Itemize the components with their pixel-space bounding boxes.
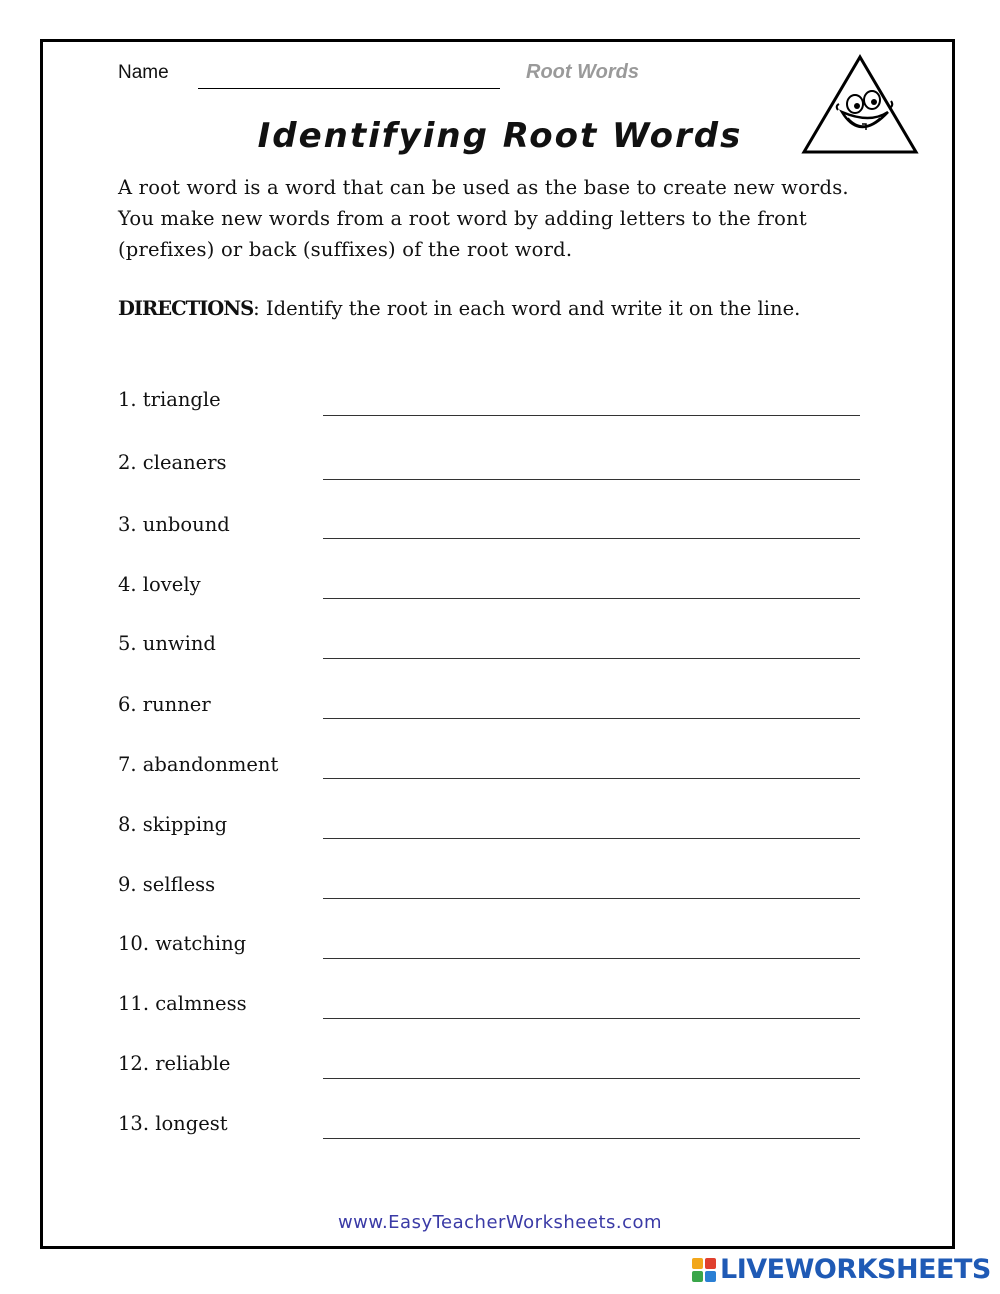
answer-line[interactable] [323,479,860,480]
answer-line[interactable] [323,598,860,599]
liveworksheets-logo-icon [692,1258,716,1282]
answer-line[interactable] [323,958,860,959]
word-item: 12. reliable [118,1052,231,1075]
name-label: Name [118,62,169,83]
page-title: Identifying Root Words [257,116,743,156]
directions-label: DIRECTIONS [118,297,254,320]
word-item: 13. longest [118,1112,228,1135]
word-item: 2. cleaners [118,451,227,474]
word-item: 4. lovely [118,573,201,596]
liveworksheets-logo-text: LIVEWORKSHEETS [720,1254,991,1285]
answer-line[interactable] [323,415,860,416]
word-item: 11. calmness [118,992,247,1015]
answer-line[interactable] [323,898,860,899]
answer-line[interactable] [323,1078,860,1079]
liveworksheets-logo[interactable] [690,1253,990,1287]
word-item: 9. selfless [118,873,216,896]
directions [118,294,878,324]
answer-line[interactable] [323,1018,860,1019]
name-input-line[interactable] [198,88,500,89]
word-item: 3. unbound [118,513,230,536]
answer-line[interactable] [323,658,860,659]
word-item: 8. skipping [118,813,228,836]
word-item: 1. triangle [118,388,221,411]
word-item: 5. unwind [118,632,216,655]
topic-label: Root Words [526,61,639,83]
word-item: 7. abandonment [118,753,279,776]
answer-line[interactable] [323,778,860,779]
intro-paragraph: A root word is a word that can be used as the base to create new words. You make new words from a root word by adding letters to the front (prefixes) or back (suffixes) of the root word. [118,176,849,261]
answer-line[interactable] [323,838,860,839]
footer-url-link[interactable]: www.EasyTeacherWorksheets.com [337,1212,663,1233]
answer-line[interactable] [323,538,860,539]
word-item: 6. runner [118,693,211,716]
answer-line[interactable] [323,718,860,719]
answer-line[interactable] [323,1138,860,1139]
word-item: 10. watching [118,932,247,955]
directions-text: : Identify the root in each word and write it on the line. [253,297,801,320]
